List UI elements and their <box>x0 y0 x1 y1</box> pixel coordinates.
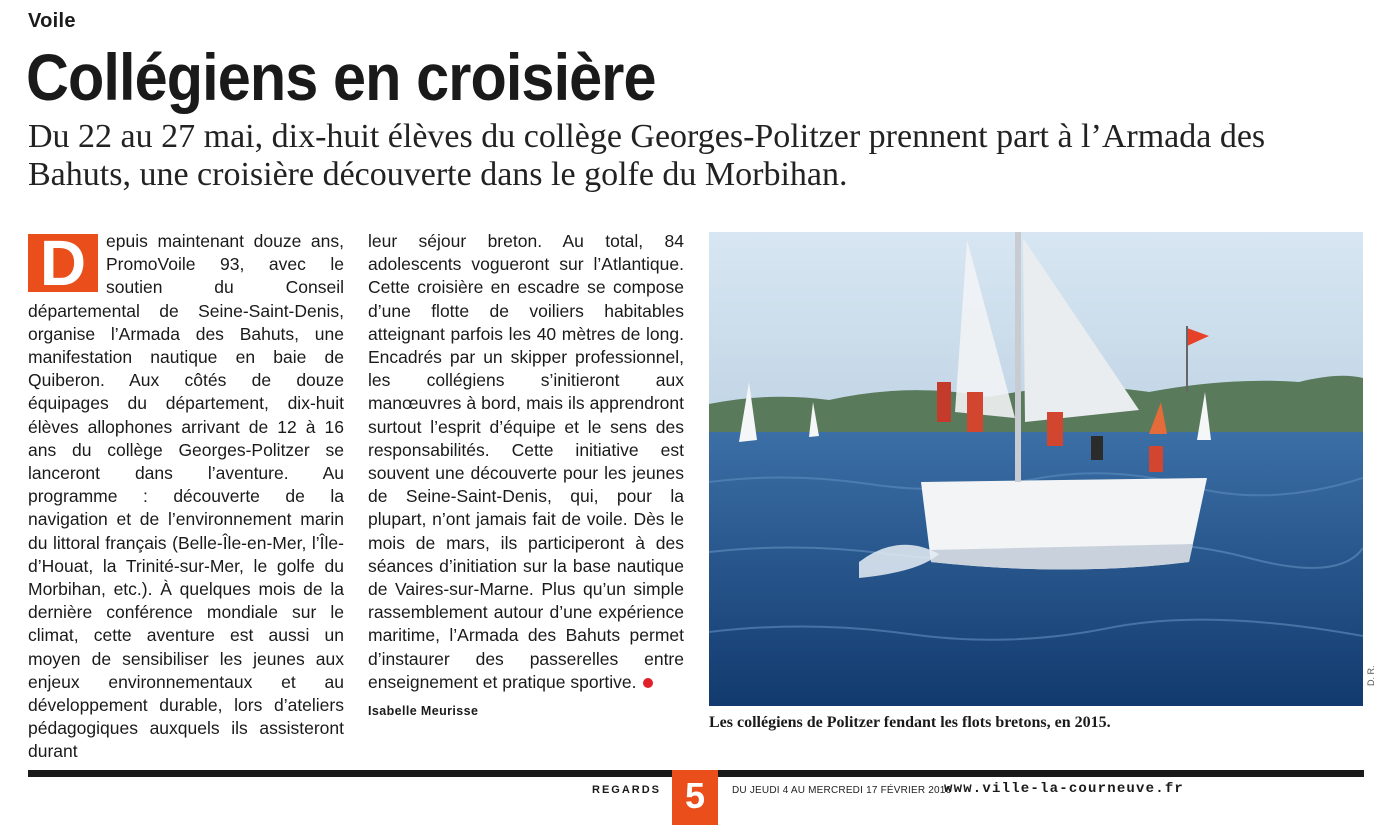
column-2-text: leur séjour breton. Au total, 84 adolescents vogueront sur l’Atlantique. Cette croisière en escadre se compose d’une flotte de voiliers habitables atteignant parfois les 40 mètres de long. Encadrés par un skipper professionnel, les collégiens s’initieront aux manœuvres à bord, mais ils apprendront surtout l’esprit d’équipe et le sens des responsabilités. Cette initiative est souvent une découverte pour les jeunes de Seine-Saint-Denis, qui, pour la plupart, n’ont jamais fait de voile. Dès le mois de mars, ils participeront à des séances d’initiation sur la base nautique de Vaires-sur-Marne. Plus qu’un simple rassemblement autour d’une expérience maritime, l’Armada des Bahuts permet d’instaurer des passerelles entre enseignement et pratique sportive. <box>368 231 684 692</box>
page-number: 5 <box>672 770 718 825</box>
column-1-text: epuis maintenant douze ans, PromoVoile 93, avec le soutien du Conseil départemental de Seine-Saint-Denis, organise l’Armada des Bahuts, une manifestation nautique en baie de Quiberon. Aux côtés de douze équipages du département, dix-huit élèves allophones arrivant de 12 à 16 ans du collège Georges-Politzer se lanceront dans l’aventure. Au programme : découverte de la navigation et de l’environnement marin du littoral français (Belle-Île-en-Mer, l’Île-d’Houat, la Trinité-sur-Mer, le golfe du Morbihan, etc.). À quelques mois de la dernière conférence mondiale sur le climat, cette aventure est aussi un moyen de sensibiliser les jeunes aux enjeux environnementaux et au développement durable, lors d’ateliers pédagogiques auxquels ils assisteront durant <box>28 231 344 762</box>
photo-caption: Les collégiens de Politzer fendant les flots bretons, en 2015. <box>709 714 1111 731</box>
issue-dates: DU JEUDI 4 AU MERCREDI 17 FÉVRIER 2016 <box>732 785 952 796</box>
end-mark-icon <box>643 678 653 688</box>
sailboat-photo <box>709 232 1363 706</box>
crew-member <box>1149 446 1163 472</box>
crew-member <box>937 382 951 422</box>
drop-cap: D <box>28 234 98 292</box>
photo-credit: D. R. <box>1366 665 1376 686</box>
mast <box>1015 232 1021 482</box>
crew-member <box>1091 436 1103 460</box>
author-byline: Isabelle Meurisse <box>368 704 479 719</box>
section-rubric: Voile <box>28 10 76 32</box>
standfirst: Du 22 au 27 mai, dix-huit élèves du collège Georges-Politzer prennent part à l’Armada des Bahuts, une croisière découverte dans le golfe du Morbihan. <box>28 118 1266 193</box>
crew-member <box>967 392 983 432</box>
publication-name: REGARDS <box>592 784 662 796</box>
website-url: www.ville-la-courneuve.fr <box>944 781 1185 797</box>
article-column-2 <box>368 230 684 723</box>
headline: Collégiens en croisière <box>26 40 656 114</box>
crew-member <box>1047 412 1063 446</box>
article-column-1 <box>28 227 344 764</box>
